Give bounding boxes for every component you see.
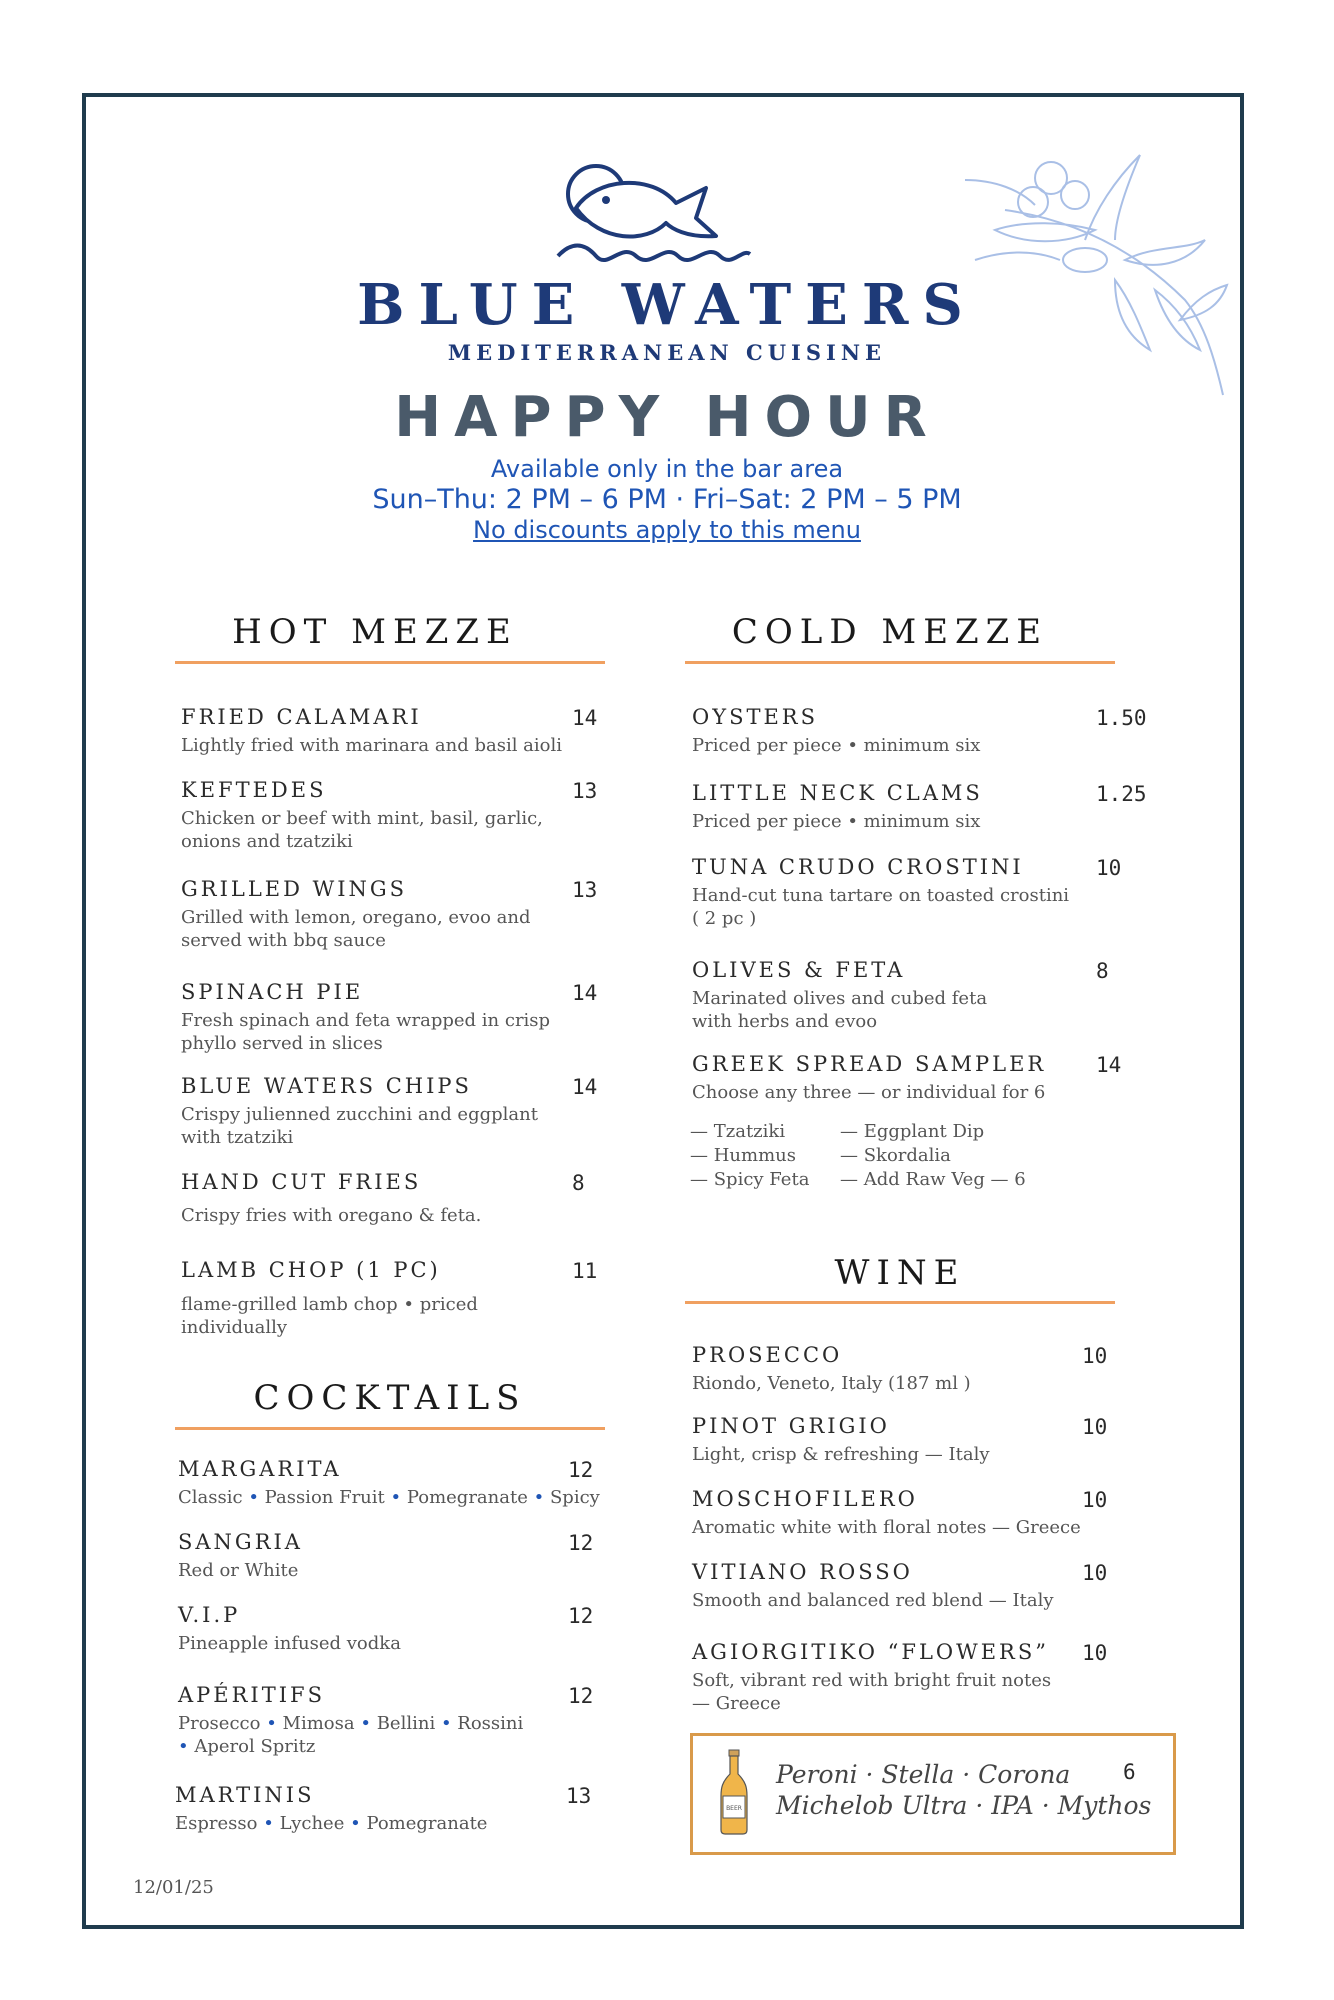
spread-option: — Eggplant Dip bbox=[840, 1121, 985, 1142]
item-desc: Aromatic white with floral notes — Greece bbox=[692, 1517, 1081, 1538]
item-price: 10 bbox=[1082, 1561, 1108, 1585]
item-desc: Crispy fries with oregano & feta. bbox=[181, 1205, 482, 1226]
discount-note: No discounts apply to this menu bbox=[473, 516, 861, 544]
page-title: HAPPY HOUR bbox=[394, 385, 940, 450]
item-desc: Red or White bbox=[178, 1560, 299, 1581]
item-name: APÉRITIFS bbox=[178, 1683, 325, 1707]
item-desc: Priced per piece • minimum six bbox=[692, 811, 981, 832]
item-price: 8 bbox=[572, 1171, 585, 1195]
item-price: 14 bbox=[572, 981, 598, 1005]
spread-option: — Spicy Feta bbox=[690, 1169, 810, 1190]
item-name: MOSCHOFILERO bbox=[692, 1487, 918, 1511]
spread-option: — Tzatziki bbox=[690, 1121, 786, 1142]
wine-divider bbox=[685, 1301, 1115, 1304]
spread-option: — Hummus bbox=[690, 1145, 796, 1166]
item-name: HAND CUT FRIES bbox=[181, 1170, 422, 1194]
item-price: 10 bbox=[1096, 856, 1122, 880]
item-desc: Choose any three — or individual for 6 bbox=[692, 1082, 1046, 1103]
beer-box bbox=[690, 1733, 1176, 1855]
item-price: 12 bbox=[568, 1684, 594, 1708]
item-price: 10 bbox=[1082, 1344, 1108, 1368]
wine-title: WINE bbox=[834, 1253, 966, 1293]
item-desc: served with bbq sauce bbox=[181, 930, 386, 951]
item-price: 12 bbox=[568, 1458, 594, 1482]
item-name: AGIORGITIKO “FLOWERS” bbox=[692, 1640, 1049, 1664]
item-price: 12 bbox=[568, 1604, 594, 1628]
item-desc: Riondo, Veneto, Italy (187 ml ) bbox=[692, 1373, 971, 1394]
item-desc: Light, crisp & refreshing — Italy bbox=[692, 1444, 990, 1465]
item-name: SPINACH PIE bbox=[181, 980, 364, 1004]
item-desc: onions and tzatziki bbox=[181, 831, 353, 852]
item-name: OYSTERS bbox=[692, 705, 818, 729]
item-price: 10 bbox=[1082, 1641, 1108, 1665]
item-desc: Pineapple infused vodka bbox=[178, 1633, 401, 1654]
item-name: V.I.P bbox=[178, 1603, 241, 1627]
beer-price: 6 bbox=[1123, 1760, 1136, 1784]
item-name: PROSECCO bbox=[692, 1343, 843, 1367]
item-name: SANGRIA bbox=[178, 1530, 303, 1554]
beer-bottle-icon bbox=[719, 1748, 749, 1836]
item-desc: individually bbox=[181, 1317, 288, 1338]
cold-mezze-divider bbox=[685, 661, 1115, 664]
item-price: 14 bbox=[1096, 1053, 1122, 1077]
item-name: MARTINIS bbox=[175, 1783, 315, 1807]
item-price: 10 bbox=[1082, 1415, 1108, 1439]
item-desc: Lightly fried with marinara and basil aioli bbox=[181, 735, 563, 756]
item-desc: with herbs and evoo bbox=[692, 1011, 878, 1032]
item-desc: Hand-cut tuna tartare on toasted crostini bbox=[692, 885, 1070, 906]
item-price: 12 bbox=[568, 1531, 594, 1555]
item-desc: ( 2 pc ) bbox=[692, 908, 757, 929]
spread-option: — Skordalia bbox=[840, 1145, 951, 1166]
menu-date: 12/01/25 bbox=[133, 1877, 214, 1898]
hot-mezze-title: HOT MEZZE bbox=[232, 612, 518, 652]
item-price: 1.50 bbox=[1096, 706, 1147, 730]
item-desc: Chicken or beef with mint, basil, garlic, bbox=[181, 808, 543, 829]
item-desc: Espresso • Lychee • Pomegranate bbox=[175, 1813, 488, 1834]
item-price: 14 bbox=[572, 1075, 598, 1099]
brand-subtitle: MEDITERRANEAN CUISINE bbox=[447, 340, 887, 365]
brand-name: BLUE WATERS bbox=[357, 272, 977, 338]
item-desc: Crispy julienned zucchini and eggplant bbox=[181, 1104, 538, 1125]
item-name: LAMB CHOP (1 PC) bbox=[181, 1258, 441, 1282]
hours-note: Sun–Thu: 2 PM – 6 PM · Fri–Sat: 2 PM – 5 PM bbox=[372, 484, 962, 515]
item-price: 13 bbox=[566, 1784, 592, 1808]
item-desc: Priced per piece • minimum six bbox=[692, 735, 981, 756]
beer-list-line2: Michelob Ultra · IPA · Mythos bbox=[776, 1791, 1152, 1820]
item-name: OLIVES & FETA bbox=[692, 958, 906, 982]
item-name: LITTLE NECK CLAMS bbox=[692, 781, 983, 805]
item-desc: Fresh spinach and feta wrapped in crisp bbox=[181, 1010, 551, 1031]
item-price: 1.25 bbox=[1096, 782, 1147, 806]
item-price: 13 bbox=[572, 779, 598, 803]
item-desc: with tzatziki bbox=[181, 1127, 294, 1148]
item-name: GREEK SPREAD SAMPLER bbox=[692, 1052, 1047, 1076]
item-name: KEFTEDES bbox=[181, 778, 327, 802]
availability-note: Available only in the bar area bbox=[490, 455, 844, 483]
item-name: MARGARITA bbox=[178, 1457, 342, 1481]
spread-option: — Add Raw Veg — 6 bbox=[840, 1169, 1026, 1190]
item-name: PINOT GRIGIO bbox=[692, 1414, 890, 1438]
item-desc: Smooth and balanced red blend — Italy bbox=[692, 1590, 1054, 1611]
item-desc: Marinated olives and cubed feta bbox=[692, 988, 988, 1009]
item-name: BLUE WATERS CHIPS bbox=[181, 1074, 472, 1098]
item-desc: Prosecco • Mimosa • Bellini • Rossini • Aperol Spritz bbox=[178, 1713, 524, 1757]
item-desc: — Greece bbox=[692, 1693, 781, 1714]
item-name: GRILLED WINGS bbox=[181, 877, 408, 901]
cocktails-title: COCKTAILS bbox=[253, 1378, 527, 1418]
item-name: FRIED CALAMARI bbox=[181, 705, 422, 729]
cocktails-divider bbox=[175, 1427, 605, 1430]
item-price: 8 bbox=[1096, 959, 1109, 983]
beer-list-line1: Peroni · Stella · Corona bbox=[776, 1760, 1071, 1789]
item-desc: Soft, vibrant red with bright fruit notes bbox=[692, 1670, 1052, 1691]
item-price: 10 bbox=[1082, 1488, 1108, 1512]
item-desc: Grilled with lemon, oregano, evoo and bbox=[181, 907, 531, 928]
cold-mezze-title: COLD MEZZE bbox=[731, 612, 1049, 652]
item-desc: phyllo served in slices bbox=[181, 1033, 383, 1054]
item-desc: Classic • Passion Fruit • Pomegranate • Spicy bbox=[178, 1487, 600, 1508]
item-price: 14 bbox=[572, 706, 598, 730]
hot-mezze-divider bbox=[175, 661, 605, 664]
svg-text:BEER: BEER bbox=[726, 1805, 742, 1812]
item-price: 13 bbox=[572, 878, 598, 902]
item-name: TUNA CRUDO CROSTINI bbox=[692, 855, 1024, 879]
item-desc: flame-grilled lamb chop • priced bbox=[181, 1294, 478, 1315]
fish-logo-icon bbox=[556, 158, 752, 270]
item-price: 11 bbox=[572, 1259, 598, 1283]
item-name: VITIANO ROSSO bbox=[692, 1560, 913, 1584]
